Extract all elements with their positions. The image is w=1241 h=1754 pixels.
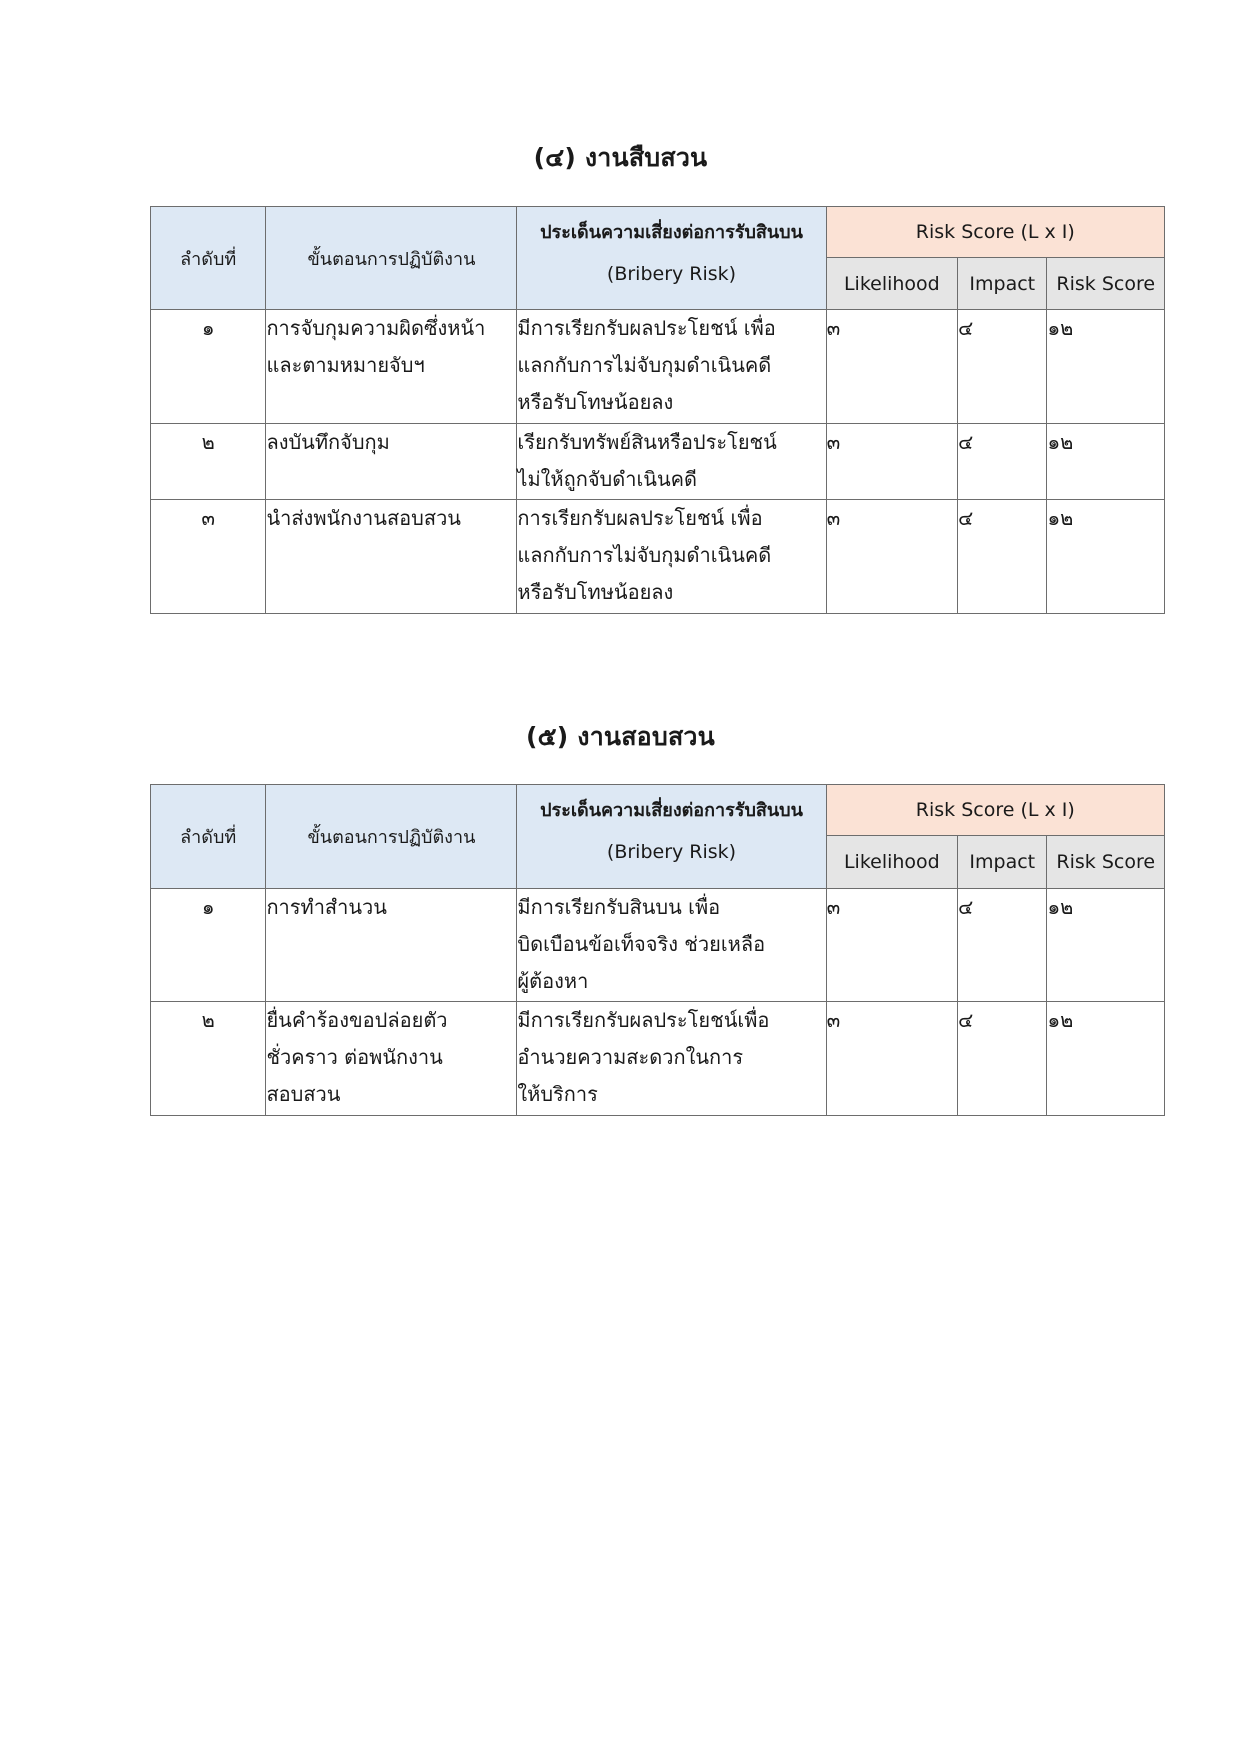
row-no: ๑ — [151, 889, 266, 1002]
row-likelihood: ๓ — [826, 310, 958, 424]
text-line: ชั่วคราว ต่อพนักงาน — [266, 1045, 443, 1069]
row-step — [266, 1002, 517, 1116]
row-likelihood: ๓ — [826, 889, 958, 1002]
row-no: ๒ — [151, 424, 266, 500]
header-risk-score: Risk Score — [1047, 836, 1165, 889]
text-line: บิดเบือนข้อเท็จจริง ช่วยเหลือ — [517, 932, 766, 956]
text-line: การจับกุมความผิดซึ่งหน้า — [266, 316, 486, 340]
header-likelihood: Likelihood — [826, 258, 958, 310]
header-impact: Impact — [958, 258, 1047, 310]
header-bribery-risk-en: (Bribery Risk) — [606, 263, 737, 285]
header-risk-score-group: Risk Score (L x I) — [826, 785, 1164, 836]
row-no: ๒ — [151, 1002, 266, 1116]
text-line: ให้บริการ — [517, 1082, 598, 1106]
table-row — [151, 424, 1165, 500]
row-step — [266, 889, 517, 1002]
text-line: แลกกับการไม่จับกุมดำเนินคดี — [517, 353, 772, 377]
row-impact: ๔ — [958, 310, 1047, 424]
header-impact: Impact — [958, 836, 1047, 889]
header-bribery-risk — [517, 785, 826, 889]
row-step — [266, 310, 517, 424]
row-impact: ๔ — [958, 424, 1047, 500]
text-line: เรียกรับทรัพย์สินหรือประโยชน์ — [517, 430, 777, 454]
row-risk-score: ๑๒ — [1047, 424, 1165, 500]
row-step — [266, 500, 517, 614]
table-row — [151, 500, 1165, 614]
text-line: ยื่นคำร้องขอปล่อยตัว — [266, 1008, 448, 1032]
table-row — [151, 310, 1165, 424]
row-risk-score: ๑๒ — [1047, 1002, 1165, 1116]
text-line: ผู้ต้องหา — [517, 969, 589, 993]
row-impact: ๔ — [958, 500, 1047, 614]
text-line: ไม่ให้ถูกจับดำเนินคดี — [517, 467, 697, 491]
row-issue — [517, 500, 826, 614]
text-line: มีการเรียกรับผลประโยชน์ เพื่อ — [517, 316, 776, 340]
text-line: และตามหมายจับฯ — [266, 353, 425, 377]
row-likelihood: ๓ — [826, 1002, 958, 1116]
row-issue — [517, 310, 826, 424]
text-line: แลกกับการไม่จับกุมดำเนินคดี — [517, 543, 772, 567]
section-title: (๕) งานสอบสวน — [526, 722, 715, 751]
risk-table — [150, 206, 1165, 614]
text-line: นำส่งพนักงานสอบสวน — [266, 506, 461, 530]
header-bribery-risk — [517, 207, 826, 310]
header-bribery-risk-th: ประเด็นความเสี่ยงต่อการรับสินบน — [540, 800, 803, 821]
row-risk-score: ๑๒ — [1047, 889, 1165, 1002]
header-procedure-step: ขั้นตอนการปฏิบัติงาน — [266, 785, 517, 889]
row-risk-score: ๑๒ — [1047, 310, 1165, 424]
section-title: (๔) งานสืบสวน — [533, 143, 708, 172]
row-likelihood: ๓ — [826, 500, 958, 614]
table-row — [151, 1002, 1165, 1116]
header-order-no: ลำดับที่ — [151, 785, 266, 889]
row-no: ๑ — [151, 310, 266, 424]
text-line: หรือรับโทษน้อยลง — [517, 390, 674, 414]
row-risk-score: ๑๒ — [1047, 500, 1165, 614]
row-step — [266, 424, 517, 500]
row-no: ๓ — [151, 500, 266, 614]
header-procedure-step: ขั้นตอนการปฏิบัติงาน — [266, 207, 517, 310]
text-line: การทำสำนวน — [266, 895, 387, 919]
table-row — [151, 889, 1165, 1002]
header-likelihood: Likelihood — [826, 836, 958, 889]
text-line: มีการเรียกรับผลประโยชน์เพื่อ — [517, 1008, 770, 1032]
header-bribery-risk-en: (Bribery Risk) — [606, 841, 737, 863]
header-risk-score-group: Risk Score (L x I) — [826, 207, 1164, 258]
text-line: หรือรับโทษน้อยลง — [517, 580, 674, 604]
header-order-no: ลำดับที่ — [151, 207, 266, 310]
row-likelihood: ๓ — [826, 424, 958, 500]
text-line: การเรียกรับผลประโยชน์ เพื่อ — [517, 506, 763, 530]
row-issue — [517, 424, 826, 500]
text-line: สอบสวน — [266, 1082, 341, 1106]
row-issue — [517, 1002, 826, 1116]
row-impact: ๔ — [958, 889, 1047, 1002]
row-issue — [517, 889, 826, 1002]
header-bribery-risk-th: ประเด็นความเสี่ยงต่อการรับสินบน — [540, 222, 803, 243]
row-impact: ๔ — [958, 1002, 1047, 1116]
risk-table — [150, 784, 1165, 1116]
text-line: มีการเรียกรับสินบน เพื่อ — [517, 895, 721, 919]
text-line: ลงบันทึกจับกุม — [266, 430, 390, 454]
header-risk-score: Risk Score — [1047, 258, 1165, 310]
text-line: อำนวยความสะดวกในการ — [517, 1045, 744, 1069]
